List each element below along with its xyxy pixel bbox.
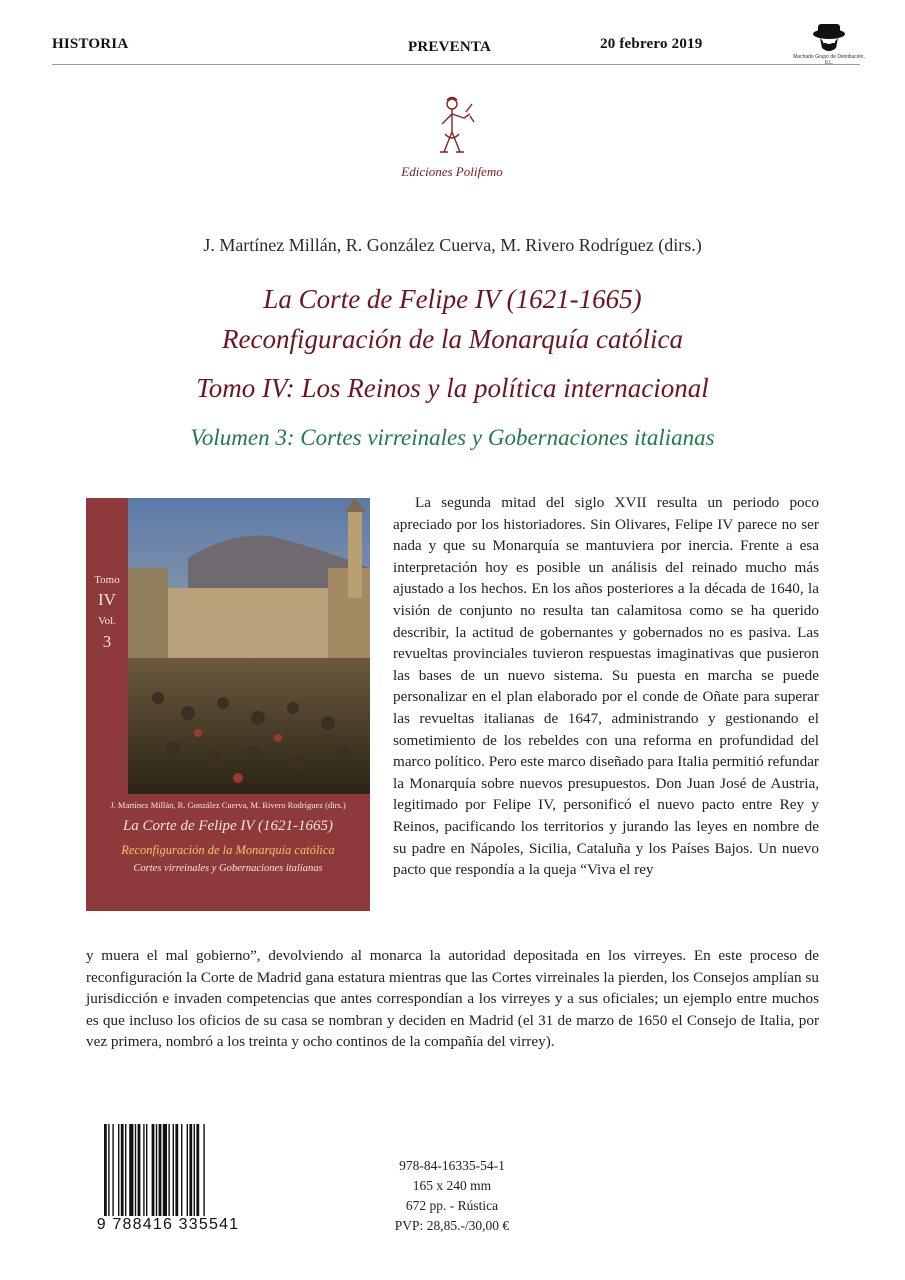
barcode-bar — [125, 1124, 126, 1216]
barcode-bar — [146, 1124, 147, 1216]
barcode-bar — [175, 1124, 178, 1216]
barcode-bar — [129, 1124, 133, 1216]
barcode-bar — [187, 1124, 188, 1216]
publisher-name: Ediciones Polifemo — [401, 164, 503, 179]
barcode-bar — [163, 1124, 167, 1216]
barcode-bar — [159, 1124, 162, 1216]
cover-painting — [128, 498, 370, 794]
barcode-bar — [181, 1124, 182, 1216]
book-tome: Tomo IV: Los Reinos y la política internacional — [196, 373, 709, 403]
presale-label: PREVENTA — [408, 39, 491, 55]
description-wrapped: La segunda mitad del siglo XVII resulta un periodo poco apreciado por los historiadores. Sin Olivares, Felipe IV parece no ser nada y que su Monarquía se mantuviera por inercia. Frente a esa interpretación hoy es posible un análisis del reinado mucho más ajustado a los hechos. En los años posteriores a la década de 1640, la visión de conjunto no resulta tan calamitosa como se ha querido describir, la actitud de gobernantes y gobernados no es pasiva. Las revueltas provinciales tuvieron respuestas imaginativas que pusieron las bases de un nuevo sistema. Su puesta en marcha se puede personalizar en el plan elaborado por el conde de Oñate para superar las revueltas italianas de 1647, administrando y gestionando el sometimiento de los rebeldes con una reforma en profundidad del marco político. Pero este marco diseñado para Italia permitió refundar la Monarquía sobre nuevos presupuestos. Don Juan José de Austria, legitimado por Felipe IV, personificó el nuevo pacto entre Rey y Reinos, pacificando los territorios y jurando las leyes en nombre de su padre en Nápoles, Sicilia, Cataluña y los Países Bajos. Un nuevo pacto que respondía a la queja “Viva el rey — [393, 494, 819, 879]
barcode-bar — [156, 1124, 157, 1216]
barcode-bar — [121, 1124, 124, 1216]
date-label: 20 febrero 2019 — [600, 36, 703, 52]
cover-tomo-label: Tomo — [94, 574, 120, 586]
barcode-icon — [104, 1124, 240, 1222]
distributor-name: Machado Grupo de Distribución, S.L. — [793, 54, 865, 66]
cover-subtitle: Reconfiguración de la Monarquía católica — [121, 843, 335, 857]
cover-subtitle-2: Cortes virreinales y Gobernaciones italianas — [133, 863, 323, 874]
barcode-bar — [173, 1124, 174, 1216]
cover-tomo-number: IV — [98, 590, 116, 609]
barcode-bar — [138, 1124, 141, 1216]
barcode-bar — [112, 1124, 113, 1216]
cover-vol-label: Vol. — [98, 615, 116, 627]
publisher-logo-icon — [430, 94, 476, 158]
cover-authors: J. Martínez Millán, R. González Cuerva, M. Rivero Rodríguez (dirs.) — [110, 800, 346, 810]
book-cover — [86, 498, 370, 911]
isbn: 978-84-16335-54-1 — [399, 1158, 505, 1173]
book-price: PVP: 28,85.-/30,00 € — [394, 1218, 510, 1233]
cover-title: La Corte de Felipe IV (1621-1665) — [122, 818, 334, 834]
barcode-bar — [168, 1124, 169, 1216]
barcode-bar — [135, 1124, 136, 1216]
barcode-bar — [196, 1124, 199, 1216]
book-subtitle: Reconfiguración de la Monarquía católica — [222, 324, 683, 354]
book-size: 165 x 240 mm — [412, 1178, 492, 1193]
barcode-bar — [143, 1124, 144, 1216]
barcode-bar — [118, 1124, 119, 1216]
book-authors: J. Martínez Millán, R. González Cuerva, M. Rivero Rodríguez (dirs.) — [203, 235, 702, 255]
section-label: HISTORIA — [52, 36, 129, 52]
barcode-bar — [152, 1124, 155, 1216]
barcode-bar — [189, 1124, 192, 1216]
barcode-bar — [194, 1124, 195, 1216]
barcode-bar — [203, 1124, 204, 1216]
barcode-bar — [104, 1124, 107, 1216]
book-title: La Corte de Felipe IV (1621-1665) — [263, 284, 642, 314]
cover-vol-number: 3 — [102, 632, 112, 651]
description-full: y muera el mal gobierno”, devolviendo al monarca la autoridad depositada en los virreyes. En este proceso de reconfiguración la Corte de Madrid gana estatura mientras que las Cortes virreinales la pierden, los Consejos amplían su jurisdicción e invaden competencias que antes correspondían a los virreyes y a sus oficiales; un ejemplo entre muchos es que incluso los oficios de su casa se nombran y deciden en Madrid (el 31 de marzo de 1650 el Consejo de Italia, por vez primera, nombró a los treinta y ocho continos de la compañía del virrey). — [86, 947, 819, 1051]
book-volume: Volumen 3: Cortes virreinales y Gobernaciones italianas — [190, 425, 715, 450]
barcode-bar — [108, 1124, 109, 1216]
header-divider — [52, 64, 860, 65]
book-pages: 672 pp. - Rústica — [405, 1198, 499, 1213]
barcode-number: 9 788416 335541 — [96, 1216, 240, 1233]
